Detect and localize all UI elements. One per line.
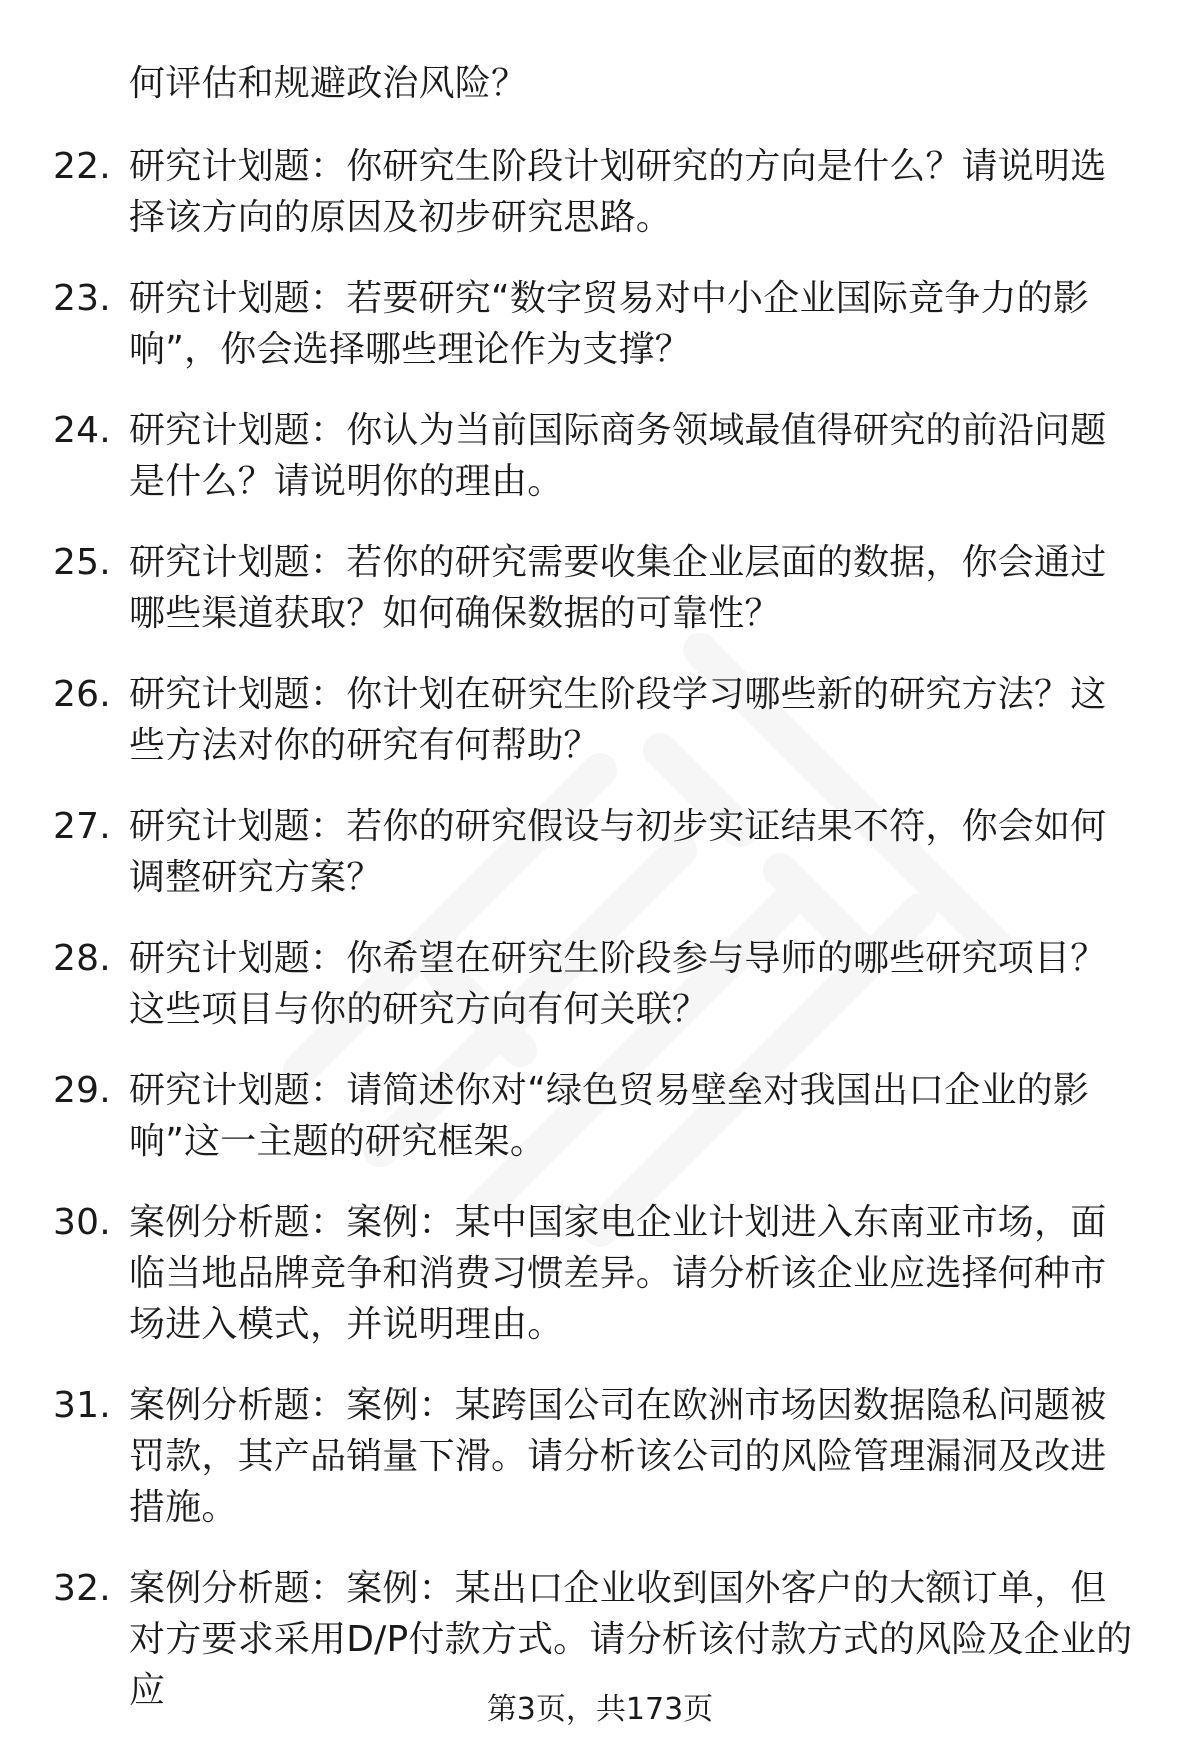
question-item <box>0 1065 1200 1167</box>
question-text: 研究计划题：请简述你对“绿色贸易壁垒对我国出口企业的影响”这一主题的研究框架。 <box>129 1070 1090 1162</box>
question-number: 31. <box>53 1385 111 1426</box>
question-text: 案例分析题：案例：某出口企业收到国外客户的大额订单，但对方要求采用D/P付款方式。请分析该付款方式的风险及企业的应 <box>129 1568 1133 1711</box>
question-number: 22. <box>53 146 111 187</box>
question-number: 26. <box>53 674 111 715</box>
question-number: 23. <box>53 278 111 319</box>
page-number-label: 第3页，共173页 <box>486 1692 714 1727</box>
question-number: 25. <box>53 542 111 583</box>
question-text: 研究计划题：若你的研究假设与初步实证结果不符，你会如何调整研究方案？ <box>129 806 1107 898</box>
question-number: 24. <box>53 410 111 451</box>
question-number: 30. <box>53 1202 111 1243</box>
question-item <box>0 933 1200 1035</box>
question-number: 29. <box>53 1070 111 1111</box>
page-footer <box>0 1690 1200 1730</box>
question-text: 案例分析题：案例：某跨国公司在欧洲市场因数据隐私问题被罚款，其产品销量下滑。请分析该公司的风险管理漏洞及改进措施。 <box>129 1385 1107 1528</box>
question-text: 研究计划题：若你的研究需要收集企业层面的数据，你会通过哪些渠道获取？如何确保数据的可靠性？ <box>129 542 1107 634</box>
question-item <box>0 405 1200 507</box>
question-item <box>0 801 1200 903</box>
question-text: 研究计划题：若要研究“数字贸易对中小企业国际竞争力的影响”，你会选择哪些理论作为支撑？ <box>129 278 1090 370</box>
question-text: 研究计划题：你计划在研究生阶段学习哪些新的研究方法？这些方法对你的研究有何帮助？ <box>129 674 1107 766</box>
question-item <box>0 1197 1200 1350</box>
question-item <box>0 58 1200 109</box>
question-list <box>0 58 1200 1746</box>
question-number: 27. <box>53 806 111 847</box>
question-item <box>0 1380 1200 1533</box>
question-item <box>0 273 1200 375</box>
question-text: 案例分析题：案例：某中国家电企业计划进入东南亚市场，面临当地品牌竞争和消费习惯差异。请分析该企业应选择何种市场进入模式，并说明理由。 <box>129 1202 1107 1345</box>
question-number: 32. <box>53 1568 111 1609</box>
question-item <box>0 537 1200 639</box>
question-text: 研究计划题：你认为当前国际商务领域最值得研究的前沿问题是什么？请说明你的理由。 <box>129 410 1107 502</box>
question-number: 28. <box>53 938 111 979</box>
question-item <box>0 141 1200 243</box>
question-text: 何评估和规避政治风险？ <box>129 63 528 104</box>
question-item <box>0 669 1200 771</box>
question-text: 研究计划题：你研究生阶段计划研究的方向是什么？请说明选择该方向的原因及初步研究思路。 <box>129 146 1107 238</box>
question-text: 研究计划题：你希望在研究生阶段参与导师的哪些研究项目？这些项目与你的研究方向有何关联？ <box>129 938 1107 1030</box>
